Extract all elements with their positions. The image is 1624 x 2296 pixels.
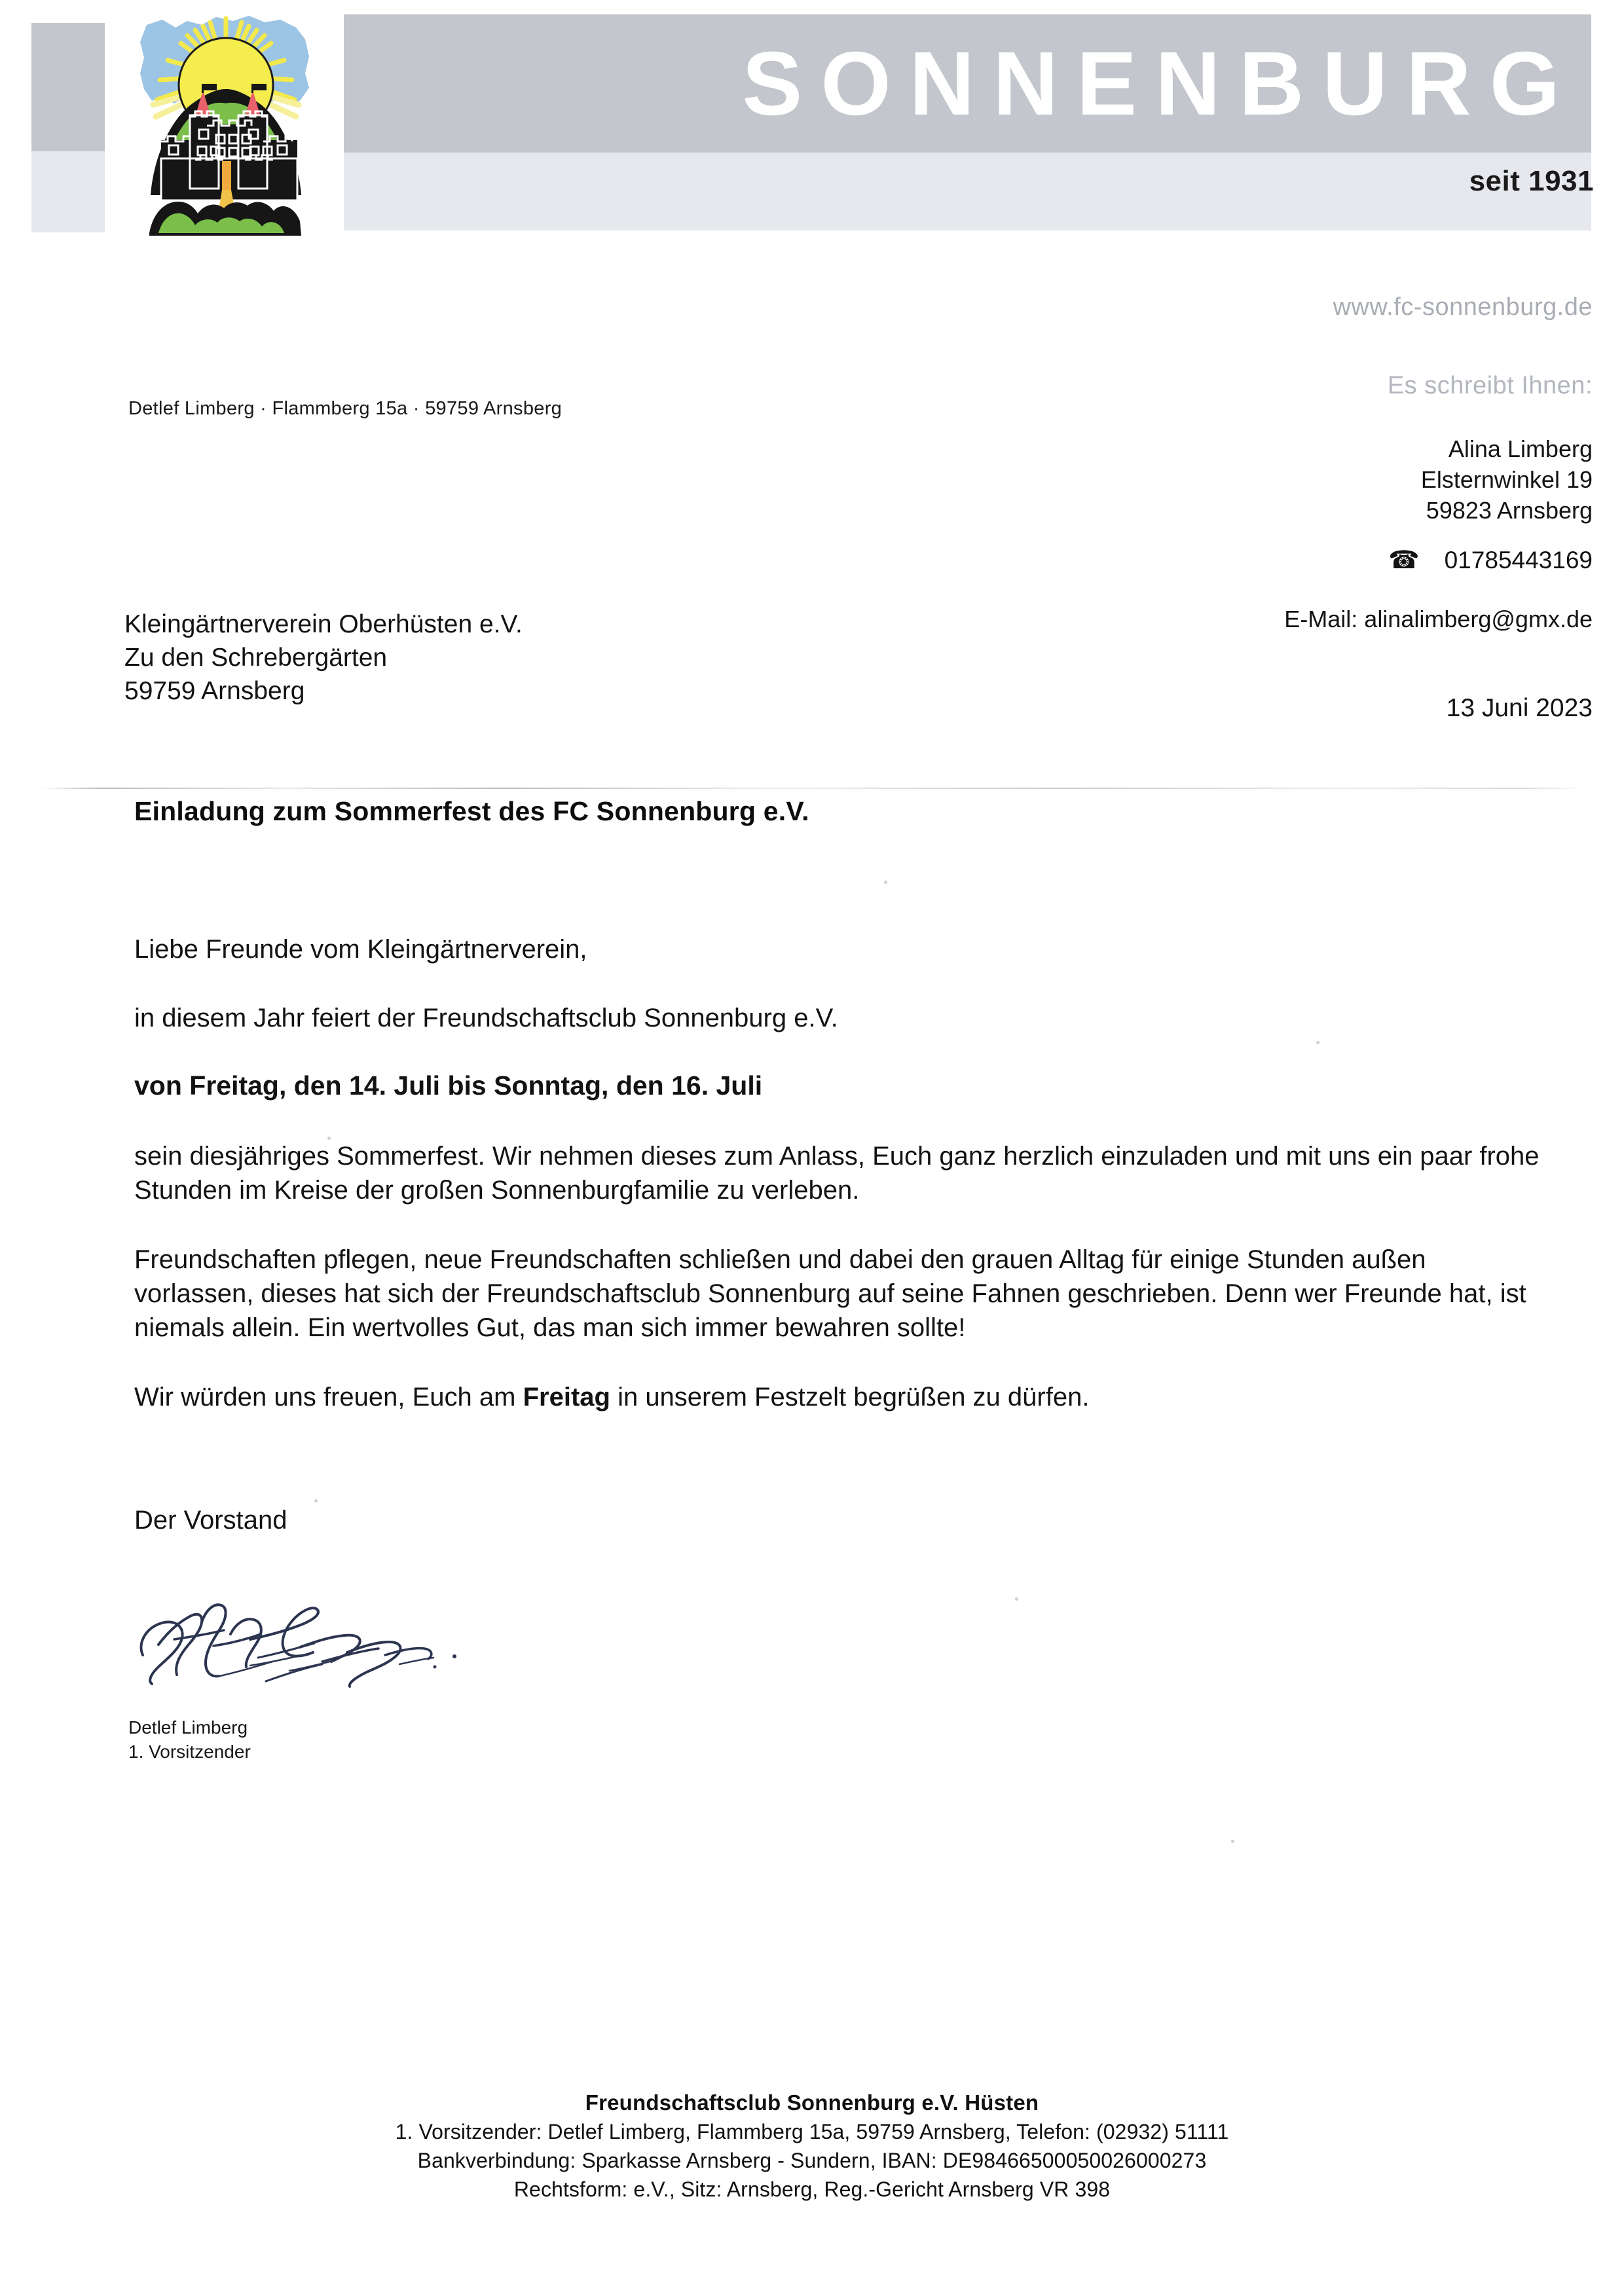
letterhead-left-light-block bbox=[31, 151, 105, 232]
paper-fold-line bbox=[39, 788, 1585, 789]
letterhead-band-light bbox=[344, 153, 1591, 230]
email-address[interactable]: E-Mail: alinalimberg@gmx.de bbox=[1284, 606, 1593, 632]
closing-text-before: Wir würden uns freuen, Euch am bbox=[134, 1383, 523, 1412]
footer-chairman-line: 1. Vorsitzender: Detlef Limberg, Flammberg 15a, 59759 Arnsberg, Telefon: (02932) 51111 bbox=[395, 2120, 1229, 2143]
signer-role: 1. Vorsitzender bbox=[128, 1741, 251, 1762]
board-signoff-label: Der Vorstand bbox=[134, 1506, 287, 1535]
footer-block bbox=[0, 2088, 1624, 2204]
closing-paragraph bbox=[134, 1380, 1542, 1414]
scan-speck bbox=[1316, 1041, 1320, 1044]
recipient-line-3: 59759 Arnsberg bbox=[124, 677, 305, 705]
handwritten-signature bbox=[128, 1566, 534, 1697]
phone-number: 01785443169 bbox=[1444, 547, 1593, 574]
scan-speck bbox=[327, 1137, 331, 1140]
recipient-address-block bbox=[124, 608, 523, 708]
footer-legal-line: Rechtsform: e.V., Sitz: Arnsberg, Reg.-Gericht Arnsberg VR 398 bbox=[513, 2178, 1111, 2201]
letter-date: 13 Juni 2023 bbox=[1446, 694, 1593, 722]
letterhead-left-dark-block bbox=[31, 23, 105, 151]
footer-org-name: Freundschaftsclub Sonnenburg e.V. Hüsten bbox=[585, 2090, 1039, 2115]
contact-street: Elsternwinkel 19 bbox=[1420, 466, 1593, 493]
phone-row bbox=[1388, 547, 1593, 574]
scan-speck bbox=[314, 1499, 318, 1503]
since-label: seit 1931 bbox=[1469, 165, 1594, 197]
recipient-line-2: Zu den Schrebergärten bbox=[124, 644, 388, 672]
recipient-line-1: Kleingärtnerverein Oberhüsten e.V. bbox=[124, 610, 523, 638]
event-dates-line: von Freitag, den 14. Juli bis Sonntag, den 16. Juli bbox=[134, 1070, 763, 1101]
writes-to-you-label: Es schreibt Ihnen: bbox=[1387, 372, 1593, 399]
greeting-paragraph: Liebe Freunde vom Kleingärtnerverein, bbox=[134, 935, 587, 964]
contact-city: 59823 Arnsberg bbox=[1426, 497, 1593, 524]
contact-name: Alina Limberg bbox=[1448, 435, 1593, 462]
main-paragraph: sein diesjähriges Sommerfest. Wir nehmen dieses zum Anlass, Euch ganz herzlich einzuladen und mit uns ein paar frohe Stunden im Kreise der großen Sonnenburgfamilie zu verleben. bbox=[134, 1142, 1540, 1205]
intro-paragraph: in diesem Jahr feiert der Freundschaftsclub Sonnenburg e.V. bbox=[134, 1004, 838, 1032]
friendship-paragraph: Freundschaften pflegen, neue Freundschaften schließen und dabei den grauen Alltag für einige Stunden außen vorlassen, dieses hat sich der Freundschaftsclub Sonnenburg auf seine Fahnen geschrieben. Denn wer Freunde hat, ist niemals allein. Ein wertvolles Gut, das man sich immer bewahren sollte! bbox=[134, 1245, 1526, 1342]
scan-speck bbox=[884, 881, 887, 884]
contact-address-block bbox=[1421, 433, 1593, 526]
return-address-line: Detlef Limberg · Flammberg 15a · 59759 Arnsberg bbox=[128, 398, 563, 419]
subject-line: Einladung zum Sommerfest des FC Sonnenburg e.V. bbox=[134, 796, 809, 826]
scan-speck bbox=[1015, 1597, 1018, 1601]
signer-name: Detlef Limberg bbox=[128, 1717, 248, 1738]
scan-speck bbox=[1231, 1840, 1234, 1843]
castle-sun-crest-icon bbox=[124, 5, 327, 236]
website-url[interactable]: www.fc-sonnenburg.de bbox=[1333, 293, 1593, 321]
closing-text-after: in unserem Festzelt begrüßen zu dürfen. bbox=[610, 1383, 1090, 1412]
telephone-icon: ☎ bbox=[1388, 547, 1420, 574]
signer-block bbox=[128, 1715, 251, 1764]
wordmark-sonnenburg: SONNENBURG bbox=[742, 33, 1578, 134]
closing-highlight-freitag: Freitag bbox=[523, 1383, 610, 1412]
footer-bank-line: Bankverbindung: Sparkasse Arnsberg - Sundern, IBAN: DE98466500050026000273 bbox=[417, 2149, 1207, 2172]
